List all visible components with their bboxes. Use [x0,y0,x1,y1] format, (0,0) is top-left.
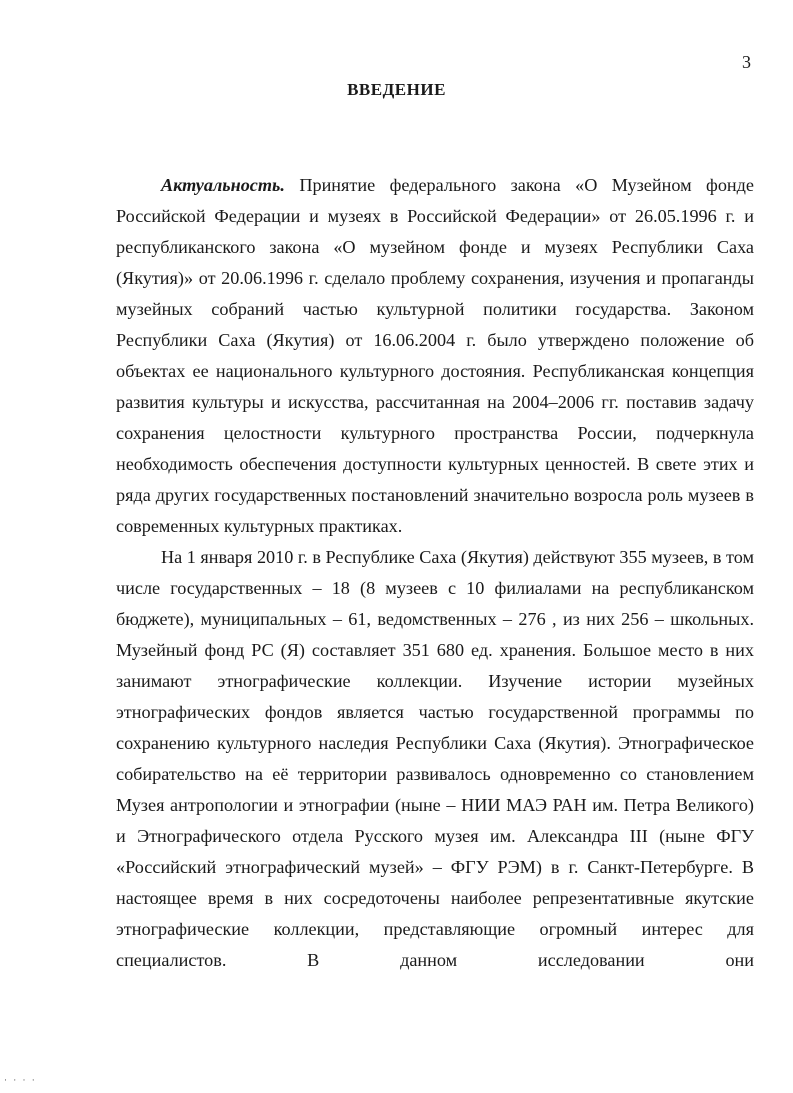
paragraph-lead: Актуальность. [161,175,285,195]
paragraph-relevance [116,170,754,542]
page-number: 3 [742,52,751,72]
page-title: ВВЕДЕНИЕ [347,80,446,99]
document-body [116,170,754,976]
paragraph-text: Принятие федерального закона «О Музейном фонде Российской Федерации и музеях в Российской Федерации» от 26.05.1996 г. и республиканского закона «О музейном фонде и музеях Республики Саха (Якутия)» от 20.06.1996 г. сделало проблему сохранения, изучения и пропаганды музейных собраний частью культурной политики государства. Законом Республики Саха (Якутия) от 16.06.2004 г. было утверждено положение об объектах ее национального культурного достояния. Республиканская концепция развития культуры и искусства, рассчитанная на 2004–2006 гг. поставив задачу сохранения целостности культурного пространства России, подчеркнула необходимость обеспечения доступности культурных ценностей. В свете этих и ряда других государственных постановлений значительно возросла роль музеев в современных культурных практиках. [116,175,754,536]
paragraph-museums [116,542,754,976]
scan-mark: · · · · [4,1075,37,1085]
paragraph-text: На 1 января 2010 г. в Республике Саха (Якутия) действуют 355 музеев, в том числе государственных – 18 (8 музеев с 10 филиалами на республиканском бюджете), муниципальных – 61, ведомственных – 276 , из них 256 – школьных. Музейный фонд РС (Я) составляет 351 680 ед. хранения. Большое место в них занимают этнографические коллекции. Изучение истории музейных этнографических фондов является частью государственной программы по сохранению культурного наследия Республики Саха (Якутия). Этнографическое собирательство на её территории развивалось одновременно со становлением Музея антропологии и этнографии (ныне – НИИ МАЭ РАН им. Петра Великого) и Этнографического отдела Русского музея им. Александра III (ныне ФГУ «Российский этнографический музей» – ФГУ РЭМ) в г. Санкт-Петербурге. В настоящее время в них сосредоточены наиболее репрезентативные якутские этнографические коллекции, представляющие огромный интерес для специалистов. В данном исследовании они [116,547,754,970]
